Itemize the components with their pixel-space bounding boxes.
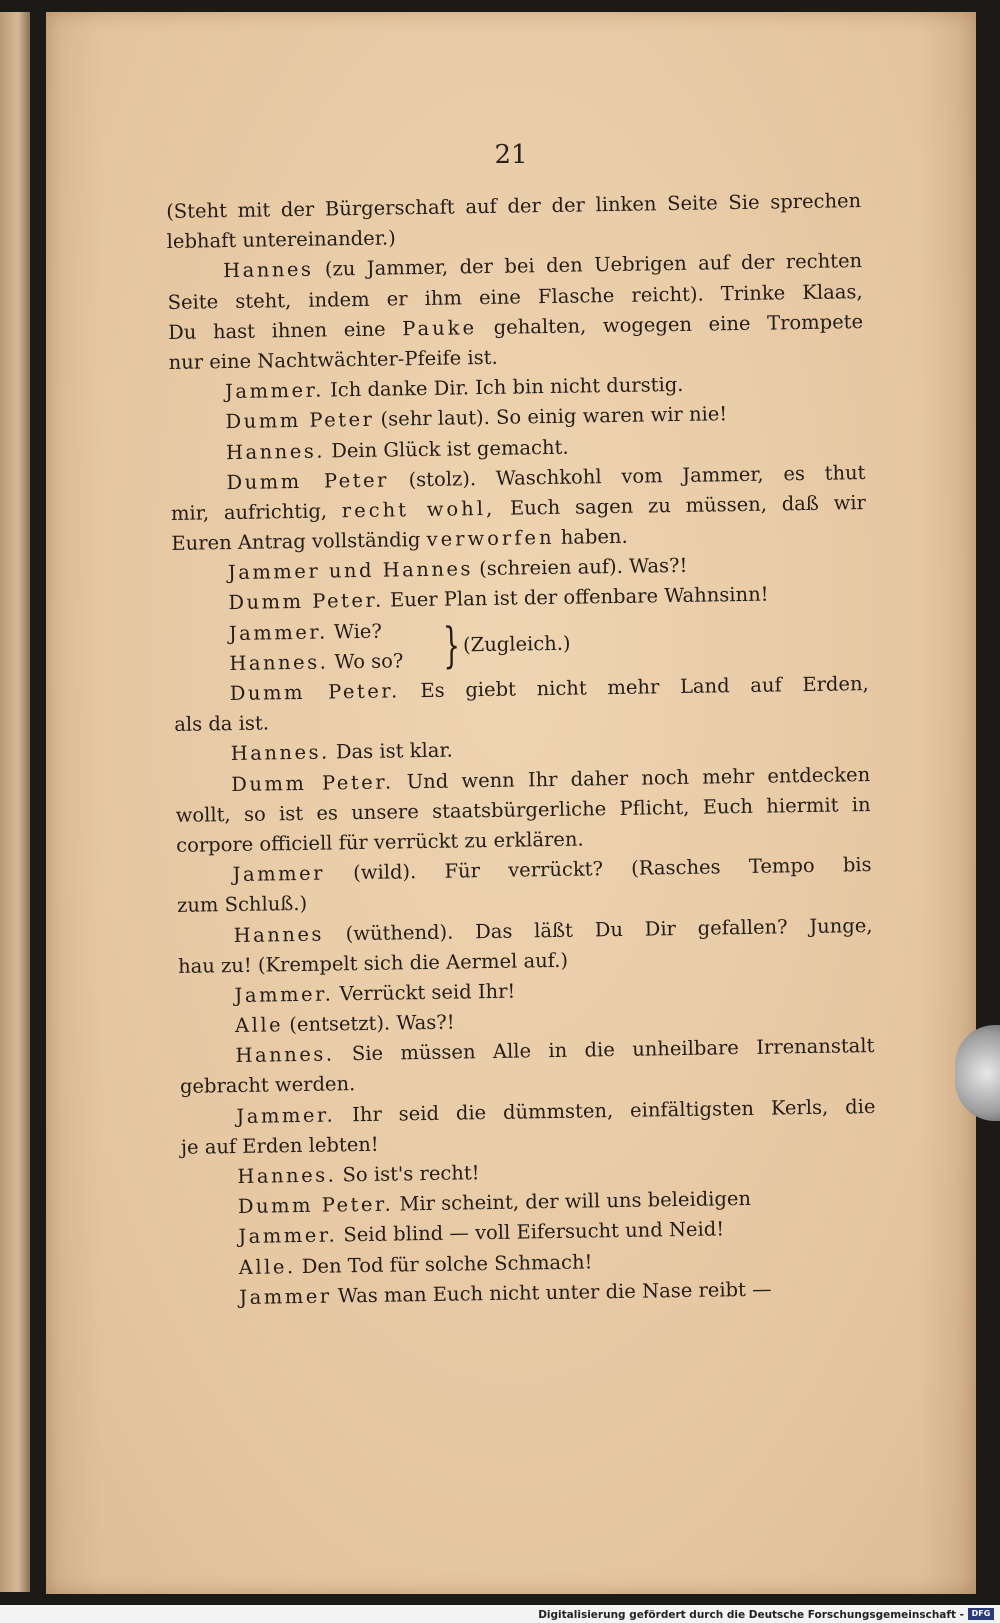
text-line: corpore officiell für verrückt zu erklären. bbox=[176, 827, 584, 857]
speaker-name: Jammer. bbox=[224, 378, 325, 404]
play-text bbox=[166, 186, 878, 1314]
text-segment: Euch sagen zu müssen, daß wir bbox=[509, 490, 867, 520]
dialogue-text: (schreien auf). Was?! bbox=[478, 554, 688, 581]
curly-brace-icon: } bbox=[442, 617, 461, 674]
dialogue-text: (sehr laut). So einig waren wir nie! bbox=[380, 402, 728, 431]
speaker-name: Dumm Peter. bbox=[237, 1192, 394, 1219]
speaker-name: Dumm Peter. bbox=[229, 679, 400, 706]
dialogue-text: Und wenn Ihr daher noch mehr entdecken bbox=[406, 762, 871, 793]
dialogue-text: Es giebt nicht mehr Land auf Erden, bbox=[420, 672, 869, 703]
dialogue-text: Ihr seid die dümmsten, einfältigsten Kerls, die bbox=[352, 1094, 876, 1126]
speaker-name: Alle bbox=[234, 1013, 284, 1038]
text-line: gebracht werden. bbox=[179, 1072, 356, 1099]
emphasized-word: Pauke bbox=[402, 315, 478, 341]
text-line: je auf Erden lebten! bbox=[180, 1132, 379, 1159]
dialogue-text: Mir scheint, der will uns beleidigen bbox=[399, 1187, 752, 1216]
text-line: hau zu! (Krempelt sich die Aermel auf.) bbox=[177, 948, 569, 978]
speaker-name: Hannes bbox=[222, 258, 314, 283]
dialogue-text: Was man Euch nicht unter die Nase reibt — bbox=[337, 1277, 772, 1308]
simultaneous-lines bbox=[173, 609, 869, 680]
speaker-name: Jammer und Hannes bbox=[227, 557, 474, 585]
text-line: (Steht mit der Bürgerschaft auf der der linken Seite Sie sprechen bbox=[166, 189, 862, 223]
speaker-name: Dumm Peter. bbox=[228, 589, 384, 615]
speaker-name: Jammer. bbox=[236, 1103, 336, 1128]
dialogue-text: Den Tod für solche Schmach! bbox=[301, 1250, 593, 1278]
text-segment: Du hast ihnen eine bbox=[167, 317, 386, 344]
text-line: Seite steht, indem er ihm eine Flasche reicht). Trinke Klaas, bbox=[167, 279, 863, 314]
text-line: lebhaft untereinander.) bbox=[166, 226, 396, 254]
text-line: nur eine Nachtwächter-Pfeife ist. bbox=[168, 345, 498, 374]
speaker-name: Dumm Peter. bbox=[231, 770, 394, 796]
dialogue-text: Dein Glück ist gemacht. bbox=[331, 435, 569, 462]
dialogue-text: (wild). Für verrückt? (Rasches Tempo bis bbox=[353, 853, 872, 885]
speaker-name: Dumm Peter bbox=[226, 468, 390, 494]
text-line: wollt, so ist es unsere staatsbürgerliche Pflicht, Euch hiermit in bbox=[175, 792, 871, 827]
digitization-footer bbox=[0, 1605, 1000, 1623]
dialogue-text: Wo so? bbox=[334, 649, 404, 674]
speaker-name: Jammer bbox=[239, 1284, 332, 1309]
dialogue-text: So ist's recht! bbox=[342, 1161, 480, 1187]
emphasized-word: verworfen bbox=[426, 526, 555, 552]
text-segment: mir, aufrichtig, bbox=[170, 499, 328, 525]
speaker-name: Hannes. bbox=[229, 650, 329, 675]
text-segment: gehalten, wogegen eine Trompete bbox=[493, 309, 864, 339]
dialogue-text: (zu Jammer, der bei den Uebrigen auf der rechten bbox=[324, 249, 863, 281]
speaker-name: Jammer. bbox=[228, 620, 328, 645]
speaker-name: Hannes. bbox=[237, 1163, 337, 1189]
speaker-name: Alle. bbox=[238, 1254, 296, 1279]
speaker-name: Hannes. bbox=[225, 439, 326, 464]
emphasized-word: recht wohl, bbox=[341, 496, 496, 523]
speaker-name: Hannes. bbox=[230, 740, 330, 766]
page-number: 21 bbox=[494, 140, 528, 170]
funding-notice: Digitalisierung gefördert durch die Deutsche Forschungsgemeinschaft - bbox=[538, 1609, 964, 1621]
speaker-name: Hannes bbox=[233, 922, 325, 947]
dialogue-text: (stolz). Waschkohl vom Jammer, es thut bbox=[408, 460, 866, 491]
dialogue-text: Verrückt seid Ihr! bbox=[339, 979, 516, 1006]
speaker-name: Jammer. bbox=[238, 1223, 338, 1249]
speaker-name: Dumm Peter bbox=[225, 408, 375, 434]
stage-direction: (Zugleich.) bbox=[462, 631, 571, 657]
text-segment: Euren Antrag vollständig bbox=[171, 528, 421, 556]
dialogue-text: (wüthend). Das läßt Du Dir gefallen? Junge, bbox=[345, 913, 873, 945]
dfg-logo: DFG bbox=[968, 1608, 994, 1620]
dialogue-text: Euer Plan ist der offenbare Wahnsinn! bbox=[389, 583, 769, 612]
dialogue-text: Das ist klar. bbox=[335, 738, 453, 764]
adjacent-page-edge bbox=[0, 12, 30, 1592]
dialogue-text: (entsetzt). Was?! bbox=[289, 1010, 455, 1037]
dialogue-text: Ich danke Dir. Ich bin nicht durstig. bbox=[329, 373, 684, 402]
book-page bbox=[46, 12, 976, 1594]
dialogue-text: Seid blind — voll Eifersucht und Neid! bbox=[343, 1217, 725, 1247]
text-line: als da ist. bbox=[174, 711, 270, 737]
text-line: zum Schluß.) bbox=[176, 892, 308, 918]
text-segment: haben. bbox=[560, 524, 628, 549]
dialogue-text: Wie? bbox=[333, 619, 383, 644]
speaker-name: Jammer. bbox=[234, 982, 334, 1007]
speaker-name: Hannes. bbox=[235, 1042, 335, 1068]
speaker-name: Jammer bbox=[232, 861, 326, 887]
dialogue-text: Sie müssen Alle in die unheilbare Irrenanstalt bbox=[351, 1034, 875, 1066]
